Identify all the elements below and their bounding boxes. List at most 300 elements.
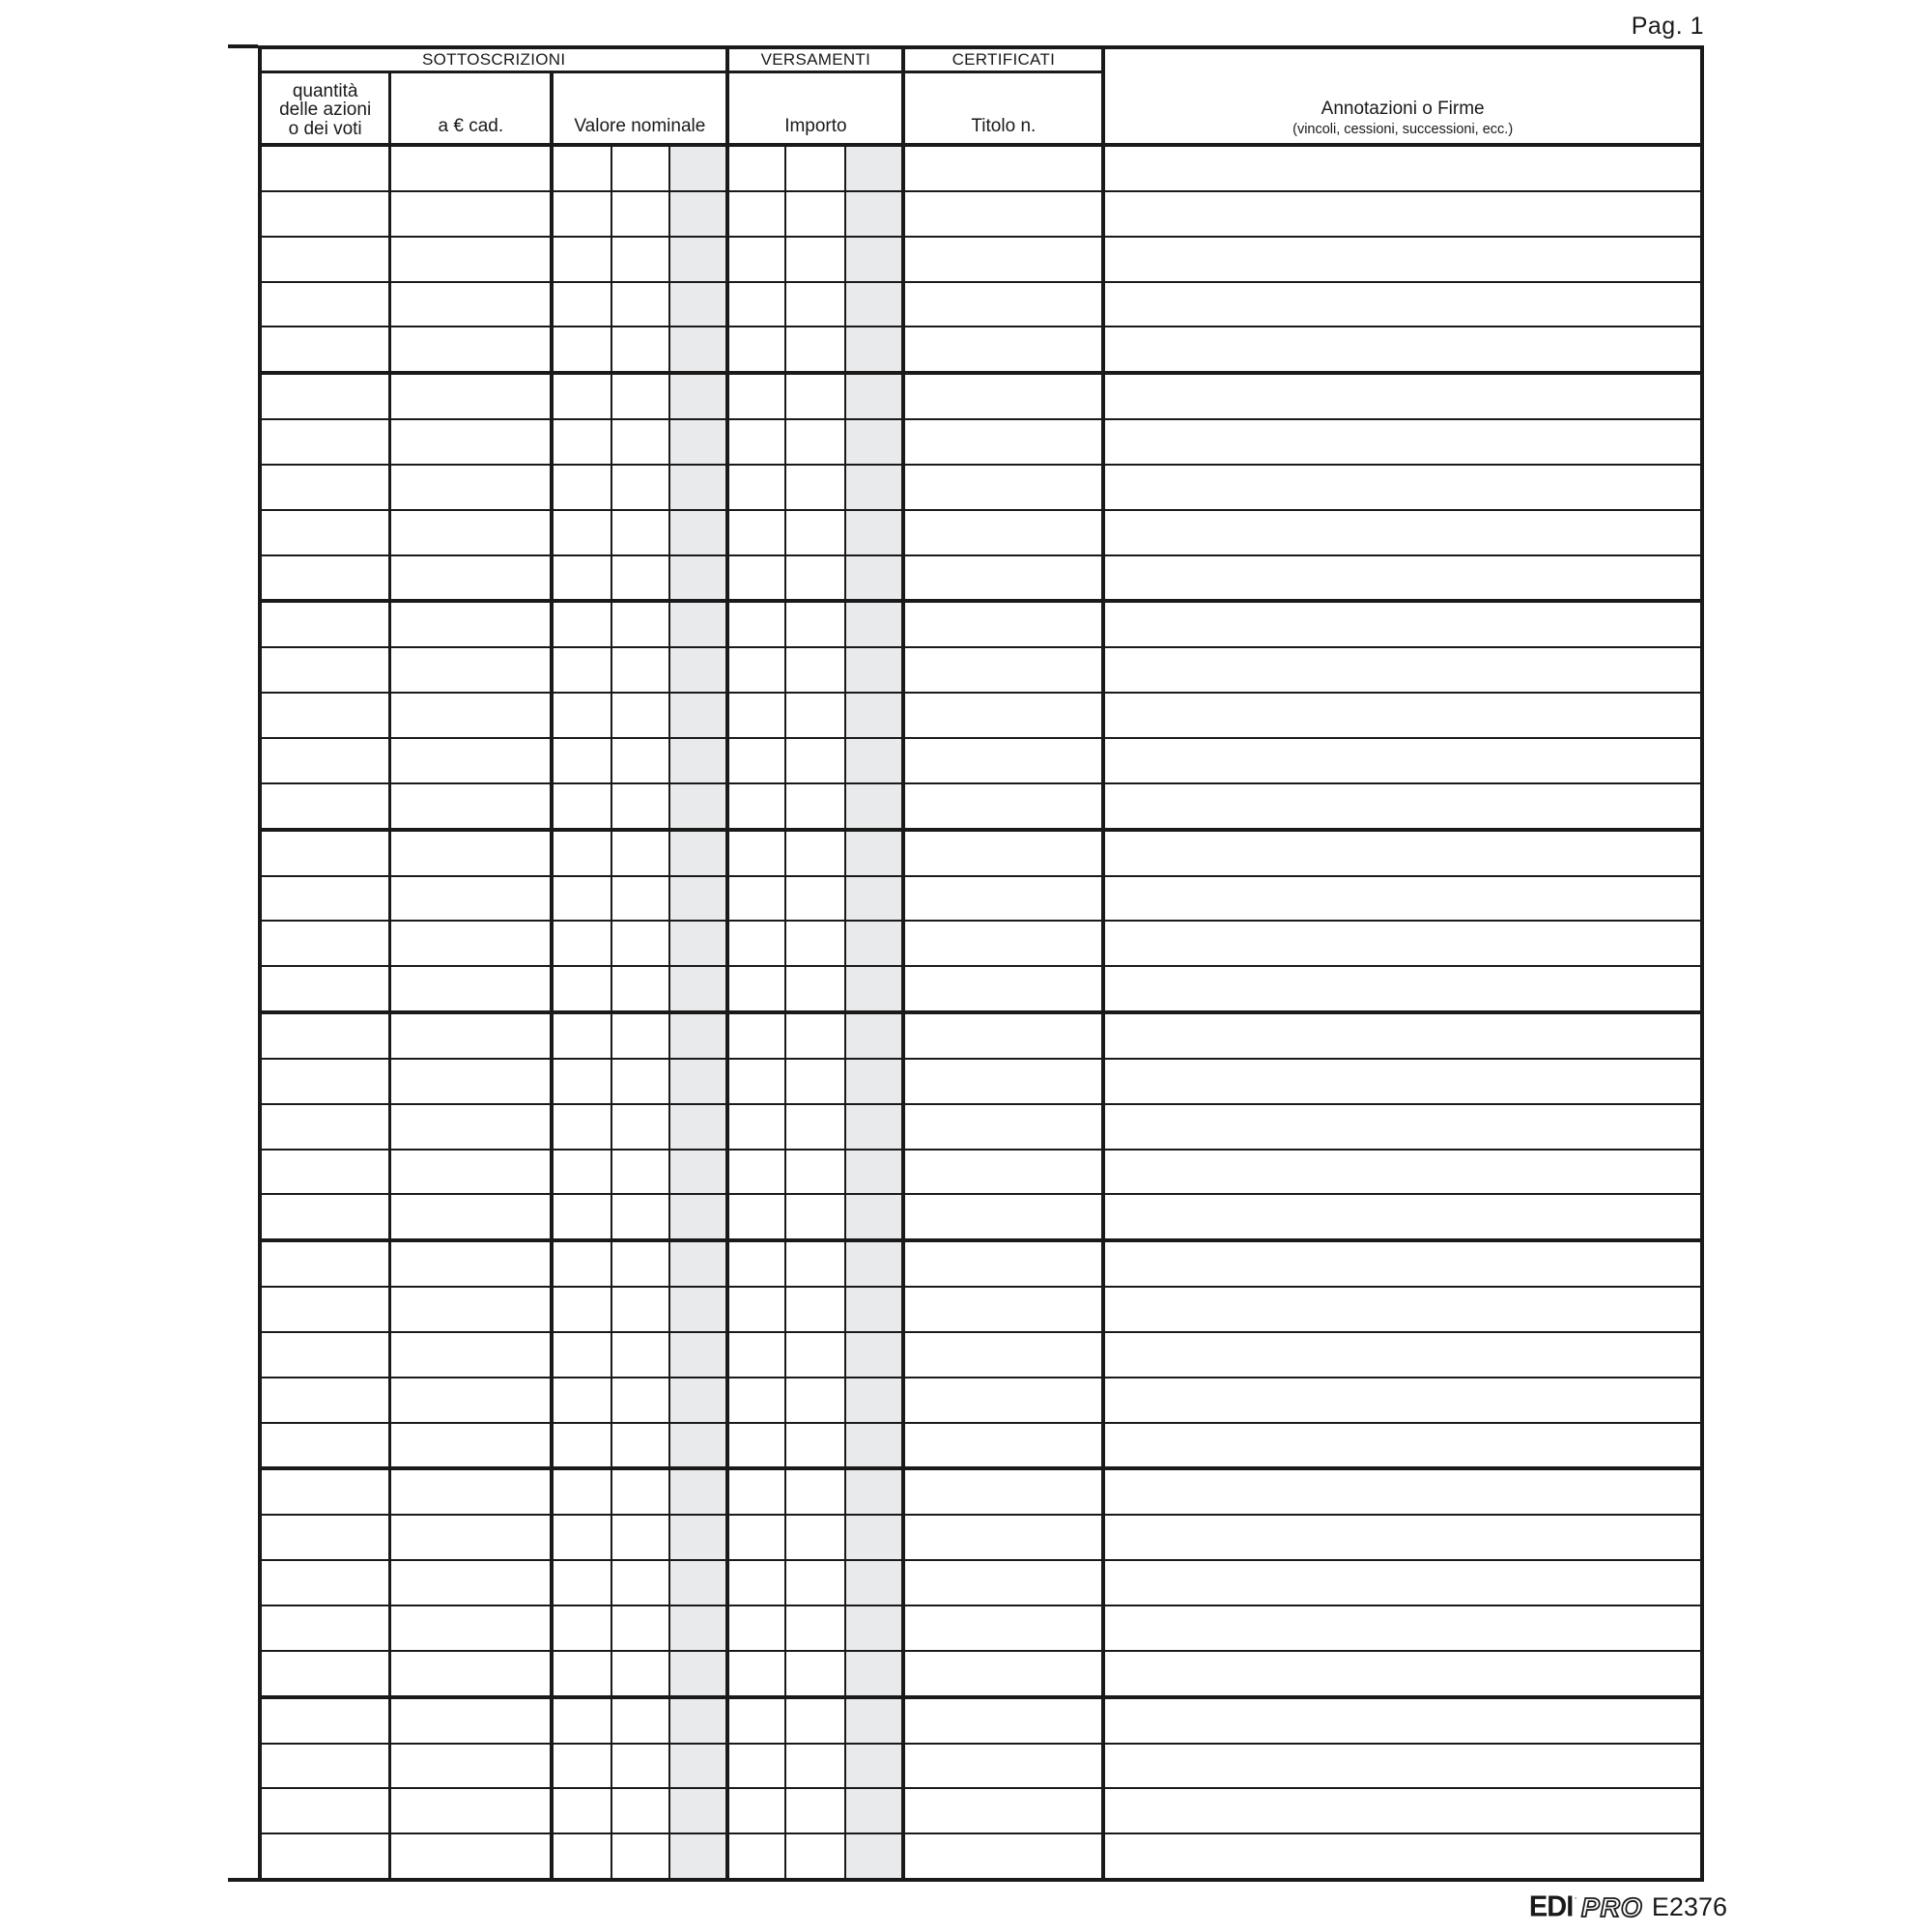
body-cell [391, 466, 554, 509]
body-cell [612, 1652, 670, 1695]
body-cell [670, 877, 730, 921]
body-cell [786, 420, 846, 464]
body-cell [391, 694, 554, 737]
table-row [262, 375, 1700, 420]
body-cell [1105, 739, 1700, 782]
body-cell [554, 1789, 612, 1833]
body-cell [729, 1834, 786, 1878]
body-cell [391, 1333, 554, 1377]
body-cell [905, 739, 1105, 782]
body-cell [391, 1745, 554, 1788]
body-cell [846, 922, 906, 965]
body-cell [1105, 1060, 1700, 1103]
body-cell [670, 1699, 730, 1743]
body-cell [554, 466, 612, 509]
body-cell [670, 967, 730, 1010]
body-cell [554, 1470, 612, 1514]
table-row [262, 1789, 1700, 1834]
body-cell [729, 1745, 786, 1788]
body-cell [729, 238, 786, 281]
body-cell [670, 1652, 730, 1695]
table-row [262, 1516, 1700, 1561]
body-cell [262, 784, 391, 828]
body-cell [262, 1652, 391, 1695]
body-cell [846, 603, 906, 646]
body-cell [786, 784, 846, 828]
body-cell [554, 1378, 612, 1422]
body-cell [554, 1516, 612, 1559]
table-row [262, 694, 1700, 739]
table-row [262, 1333, 1700, 1378]
body-cell [391, 238, 554, 281]
body-cell [729, 1288, 786, 1331]
body-cell [612, 147, 670, 190]
column-header-prezzo: a € cad. [391, 73, 554, 143]
body-cell [554, 192, 612, 236]
body-cell [262, 511, 391, 554]
body-cell [670, 420, 730, 464]
body-cell [670, 1561, 730, 1605]
body-cell [262, 1288, 391, 1331]
body-cell [729, 1060, 786, 1103]
body-cell [729, 1424, 786, 1467]
body-cell [786, 327, 846, 371]
body-cell [670, 784, 730, 828]
table-row [262, 877, 1700, 923]
body-cell [554, 147, 612, 190]
body-cell [554, 603, 612, 646]
body-cell [262, 327, 391, 371]
body-cell [786, 1242, 846, 1286]
body-cell [786, 967, 846, 1010]
body-cell [1105, 1561, 1700, 1605]
brand-pro-outline [1578, 1892, 1650, 1923]
body-cell [846, 1470, 906, 1514]
body-cell [729, 1470, 786, 1514]
body-cell [262, 832, 391, 875]
body-cell [905, 967, 1105, 1010]
body-cell [786, 922, 846, 965]
body-cell [262, 1745, 391, 1788]
body-cell [391, 1561, 554, 1605]
body-cell [554, 1424, 612, 1467]
body-cell [729, 784, 786, 828]
body-cell [391, 1789, 554, 1833]
table-row [262, 603, 1700, 648]
column-header-valore-nominale: Valore nominale [554, 73, 729, 143]
band-sottoscrizioni: SOTTOSCRIZIONI [262, 49, 729, 73]
table-row [262, 832, 1700, 877]
body-cell [554, 283, 612, 327]
share-register-table [258, 45, 1704, 1882]
body-cell [729, 694, 786, 737]
body-cell [729, 1014, 786, 1058]
body-cell [262, 1834, 391, 1878]
body-cell [729, 967, 786, 1010]
body-cell [612, 1516, 670, 1559]
body-cell [905, 1834, 1105, 1878]
body-cell [262, 466, 391, 509]
body-cell [262, 1606, 391, 1650]
body-cell [729, 420, 786, 464]
body-cell [786, 192, 846, 236]
body-cell [670, 1333, 730, 1377]
body-cell [612, 1606, 670, 1650]
body-cell [612, 1195, 670, 1238]
body-cell [846, 1699, 906, 1743]
body-cell [670, 375, 730, 418]
body-cell [1105, 694, 1700, 737]
body-cell [846, 327, 906, 371]
body-cell [554, 420, 612, 464]
body-cell [391, 922, 554, 965]
body-cell [846, 1105, 906, 1149]
body-cell [391, 1105, 554, 1149]
body-cell [786, 694, 846, 737]
body-cell [846, 1789, 906, 1833]
body-cell [729, 147, 786, 190]
body-cell [786, 739, 846, 782]
body-cell [612, 1014, 670, 1058]
body-cell [612, 1789, 670, 1833]
body-cell [612, 1834, 670, 1878]
body-cell [729, 648, 786, 692]
body-cell [391, 1699, 554, 1743]
body-cell [786, 238, 846, 281]
body-cell [905, 648, 1105, 692]
body-cell [262, 147, 391, 190]
body-cell [612, 1561, 670, 1605]
table-row [262, 1745, 1700, 1790]
body-cell [846, 784, 906, 828]
body-cell [846, 466, 906, 509]
body-cell [262, 648, 391, 692]
table-row [262, 1242, 1700, 1288]
body-cell [612, 1424, 670, 1467]
body-cell [1105, 1516, 1700, 1559]
body-cell [1105, 283, 1700, 327]
body-cell [905, 1745, 1105, 1788]
body-cell [786, 1699, 846, 1743]
body-cell [905, 1606, 1105, 1650]
body-cell [729, 375, 786, 418]
body-cell [262, 1424, 391, 1467]
body-cell [670, 832, 730, 875]
body-cell [846, 192, 906, 236]
body-cell [729, 1652, 786, 1695]
body-cell [905, 466, 1105, 509]
body-cell [729, 1561, 786, 1605]
body-cell [786, 1424, 846, 1467]
table-row [262, 192, 1700, 238]
table-row [262, 922, 1700, 967]
body-cell [905, 556, 1105, 600]
body-cell [670, 238, 730, 281]
body-cell [554, 375, 612, 418]
table-row [262, 1014, 1700, 1060]
body-cell [729, 603, 786, 646]
body-cell [391, 832, 554, 875]
body-cell [846, 1195, 906, 1238]
table-row [262, 1834, 1700, 1878]
body-cell [554, 832, 612, 875]
body-cell [1105, 1424, 1700, 1467]
body-cell [670, 1288, 730, 1331]
body-cell [554, 1242, 612, 1286]
body-cell [554, 694, 612, 737]
body-cell [786, 648, 846, 692]
body-cell [554, 648, 612, 692]
body-cell [786, 375, 846, 418]
body-cell [670, 1470, 730, 1514]
body-cell [905, 1060, 1105, 1103]
body-cell [846, 694, 906, 737]
body-cell [846, 556, 906, 600]
binding-mark-bottom [228, 1878, 258, 1882]
body-cell [905, 922, 1105, 965]
body-cell [554, 511, 612, 554]
table-row [262, 466, 1700, 511]
body-cell [905, 511, 1105, 554]
table-row [262, 784, 1700, 832]
body-cell [391, 967, 554, 1010]
table-row [262, 1105, 1700, 1151]
body-cell [670, 466, 730, 509]
body-cell [391, 420, 554, 464]
quantita-line2: delle azioni [279, 99, 372, 120]
body-cell [612, 238, 670, 281]
body-cell [1105, 922, 1700, 965]
body-cell [846, 832, 906, 875]
body-cell [905, 1288, 1105, 1331]
body-cell [262, 420, 391, 464]
body-cell [262, 877, 391, 921]
body-cell [554, 877, 612, 921]
body-cell [1105, 1014, 1700, 1058]
body-cell [612, 1105, 670, 1149]
body-cell [786, 1652, 846, 1695]
body-cell [846, 877, 906, 921]
body-cell [1105, 648, 1700, 692]
body-cell [729, 283, 786, 327]
body-cell [846, 1561, 906, 1605]
body-cell [391, 1288, 554, 1331]
body-cell [670, 648, 730, 692]
body-cell [905, 832, 1105, 875]
body-cell [905, 1652, 1105, 1695]
body-cell [391, 511, 554, 554]
body-cell [846, 1606, 906, 1650]
body-cell [1105, 1288, 1700, 1331]
body-cell [786, 1561, 846, 1605]
body-cell [1105, 238, 1700, 281]
body-cell [786, 603, 846, 646]
body-cell [729, 739, 786, 782]
body-cell [786, 1288, 846, 1331]
body-cell [670, 603, 730, 646]
body-cell [846, 1060, 906, 1103]
table-row [262, 327, 1700, 375]
body-cell [670, 1195, 730, 1238]
body-cell [554, 1060, 612, 1103]
body-cell [612, 327, 670, 371]
body-cell [612, 922, 670, 965]
body-cell [554, 739, 612, 782]
body-cell [905, 1378, 1105, 1422]
brand-edi-text: EDI [1528, 1889, 1574, 1923]
table-row [262, 1195, 1700, 1242]
body-cell [612, 784, 670, 828]
table-body [262, 147, 1700, 1878]
body-cell [846, 1378, 906, 1422]
body-cell [786, 1606, 846, 1650]
body-cell [391, 147, 554, 190]
body-cell [729, 1606, 786, 1650]
body-cell [1105, 877, 1700, 921]
body-cell [262, 1014, 391, 1058]
body-cell [729, 1242, 786, 1286]
body-cell [554, 1652, 612, 1695]
body-cell [905, 1014, 1105, 1058]
body-cell [554, 1834, 612, 1878]
body-cell [670, 1745, 730, 1788]
body-cell [391, 784, 554, 828]
body-cell [391, 1151, 554, 1194]
body-cell [1105, 1834, 1700, 1878]
body-cell [846, 1014, 906, 1058]
body-cell [670, 1789, 730, 1833]
body-cell [612, 832, 670, 875]
body-cell [846, 1652, 906, 1695]
body-cell [905, 1195, 1105, 1238]
body-cell [786, 877, 846, 921]
body-cell [670, 147, 730, 190]
body-cell [786, 1195, 846, 1238]
brand-pro-text: PRO [1580, 1892, 1643, 1922]
body-cell [554, 327, 612, 371]
body-cell [1105, 967, 1700, 1010]
body-cell [905, 327, 1105, 371]
body-cell [905, 192, 1105, 236]
body-cell [670, 1378, 730, 1422]
table-row [262, 283, 1700, 328]
body-cell [612, 1060, 670, 1103]
column-header-quantita [262, 73, 391, 143]
body-cell [905, 1699, 1105, 1743]
body-cell [1105, 556, 1700, 600]
body-cell [846, 420, 906, 464]
body-cell [554, 1014, 612, 1058]
body-cell [612, 1378, 670, 1422]
body-cell [612, 556, 670, 600]
body-cell [905, 375, 1105, 418]
body-cell [262, 1333, 391, 1377]
table-row [262, 739, 1700, 784]
body-cell [391, 1195, 554, 1238]
body-cell [786, 1516, 846, 1559]
body-cell [391, 375, 554, 418]
table-row [262, 238, 1700, 283]
body-cell [391, 1516, 554, 1559]
body-cell [846, 1834, 906, 1878]
body-cell [905, 1105, 1105, 1149]
body-cell [391, 1834, 554, 1878]
body-cell [262, 1378, 391, 1422]
body-cell [846, 1151, 906, 1194]
body-cell [786, 1745, 846, 1788]
body-cell [612, 1745, 670, 1788]
body-cell [670, 1014, 730, 1058]
table-row [262, 1378, 1700, 1424]
quantita-line3: o dei voti [288, 118, 362, 139]
page-number: Pag. 1 [1631, 13, 1704, 40]
annotazioni-subtitle: (vincoli, cessioni, successioni, ecc.) [1293, 122, 1514, 137]
body-cell [262, 739, 391, 782]
body-cell [612, 967, 670, 1010]
body-cell [1105, 1333, 1700, 1377]
body-cell [729, 327, 786, 371]
body-cell [729, 511, 786, 554]
band-versamenti: VERSAMENTI [729, 49, 905, 73]
annotazioni-title: Annotazioni o Firme [1321, 99, 1485, 119]
body-cell [786, 1333, 846, 1377]
body-cell [262, 1516, 391, 1559]
body-cell [786, 511, 846, 554]
body-cell [1105, 1105, 1700, 1149]
body-cell [729, 1378, 786, 1422]
body-cell [262, 1060, 391, 1103]
table-row [262, 1606, 1700, 1652]
body-cell [670, 1516, 730, 1559]
body-cell [391, 1014, 554, 1058]
body-cell [905, 1516, 1105, 1559]
body-cell [262, 238, 391, 281]
body-cell [846, 375, 906, 418]
table-header [262, 49, 1700, 147]
body-cell [786, 283, 846, 327]
body-cell [1105, 1789, 1700, 1833]
table-row [262, 1424, 1700, 1471]
body-cell [391, 192, 554, 236]
table-row [262, 556, 1700, 604]
body-cell [905, 1470, 1105, 1514]
brand-trademark-dot: · [1574, 1892, 1577, 1904]
body-cell [670, 1424, 730, 1467]
table-row [262, 1470, 1700, 1516]
body-cell [612, 694, 670, 737]
body-cell [786, 556, 846, 600]
body-cell [786, 1060, 846, 1103]
body-cell [262, 556, 391, 600]
body-cell [554, 784, 612, 828]
body-cell [391, 1424, 554, 1467]
quantita-line1: quantità [292, 80, 358, 101]
body-cell [846, 1288, 906, 1331]
table-row [262, 511, 1700, 556]
body-cell [905, 1151, 1105, 1194]
body-cell [554, 1606, 612, 1650]
body-cell [786, 1378, 846, 1422]
column-header-importo: Importo [729, 73, 905, 143]
body-cell [262, 1151, 391, 1194]
body-cell [262, 1789, 391, 1833]
body-cell [846, 283, 906, 327]
body-cell [729, 1151, 786, 1194]
body-cell [670, 283, 730, 327]
body-cell [1105, 1606, 1700, 1650]
body-cell [846, 1745, 906, 1788]
column-header-titolo: Titolo n. [905, 73, 1105, 143]
